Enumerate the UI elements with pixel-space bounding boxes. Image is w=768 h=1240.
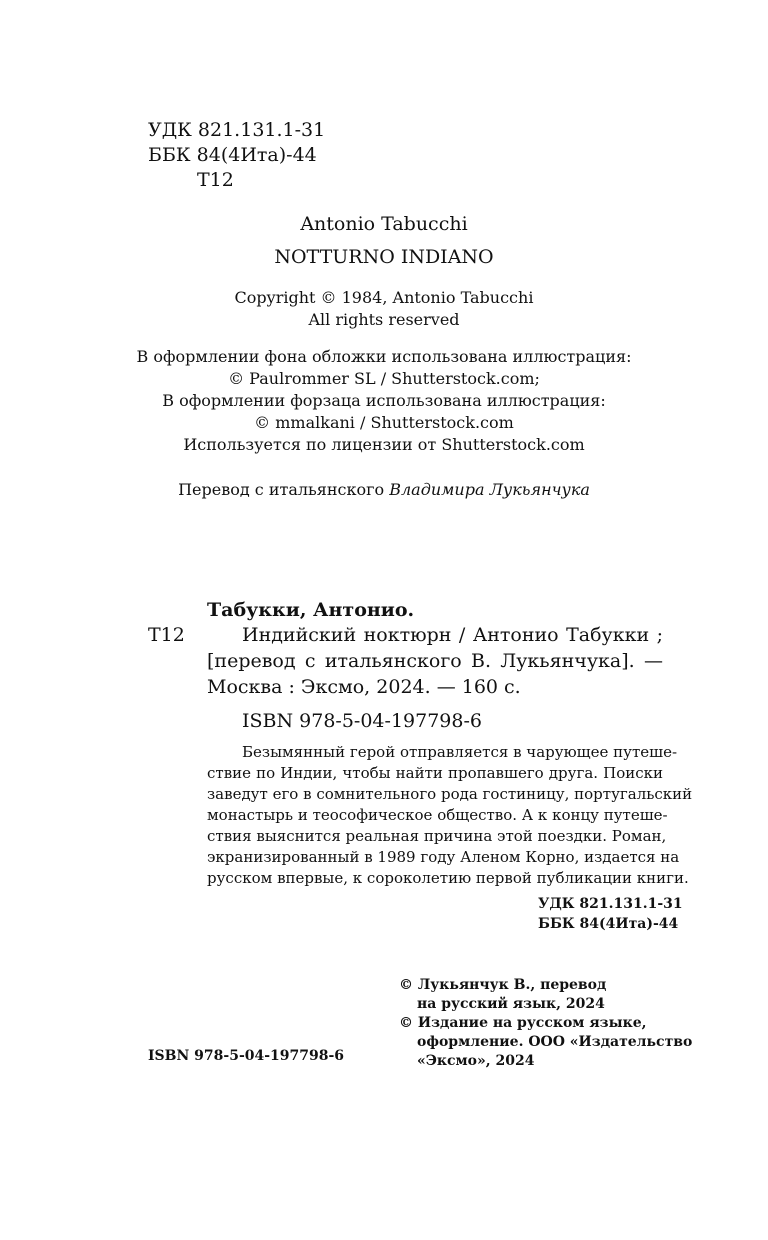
original-rights: All rights reserved	[308, 310, 460, 329]
catalog-code: Т12	[148, 624, 185, 646]
annotation-line: монастырь и теософическое общество. А к концу путеше-	[207, 806, 668, 824]
footer-copyright-line: на русский язык, 2024	[417, 996, 605, 1012]
credit-line: © Paulrommer SL / Shutterstock.com;	[228, 369, 540, 388]
annotation-line: Безымянный герой отправляется в чарующее путеше-	[242, 743, 678, 761]
header-author-code: Т12	[197, 169, 234, 191]
translation-prefix: Перевод с итальянского	[178, 480, 390, 499]
credit-line: Используется по лицензии от Shutterstock.com	[183, 435, 585, 454]
footer-copyright-line: © Издание на русском языке,	[399, 1015, 647, 1031]
header-bbk: ББК 84(4Ита)-44	[148, 144, 317, 166]
classification-udk: УДК 821.131.1-31	[538, 896, 683, 912]
credit-line: В оформлении форзаца использована иллюстрация:	[162, 391, 606, 410]
catalog-title-line: [перевод с итальянского В. Лукьянчука]. —	[207, 650, 663, 672]
header-udk: УДК 821.131.1-31	[148, 119, 326, 141]
annotation-line: экранизированный в 1989 году Аленом Корно, издается на	[207, 848, 680, 866]
catalog-author-heading: Табукки, Антонио.	[207, 599, 415, 621]
annotation-line: ствие по Индии, чтобы найти пропавшего друга. Поиски	[207, 764, 663, 782]
translation-credit	[0, 479, 768, 501]
footer-copyright-line: оформление. ООО «Издательство	[417, 1034, 693, 1050]
credit-line: В оформлении фона обложки использована иллюстрация:	[136, 347, 632, 366]
original-author: Antonio Tabucchi	[300, 213, 468, 235]
classification-bbk: ББК 84(4Ита)-44	[538, 916, 679, 932]
footer-copyright-line: «Эксмо», 2024	[417, 1053, 535, 1069]
catalog-isbn: ISBN 978-5-04-197798-6	[242, 710, 482, 732]
annotation-line: ствия выяснится реальная причина этой поездки. Роман,	[207, 827, 667, 845]
footer-isbn: ISBN 978-5-04-197798-6	[148, 1048, 345, 1064]
catalog-title-line: Москва : Эксмо, 2024. — 160 с.	[207, 676, 521, 698]
original-title: NOTTURNO INDIANO	[274, 246, 494, 268]
annotation-line: заведут его в сомнительного рода гостиницу, португальский	[207, 785, 693, 803]
translator-name: Владимира Лукьянчука	[389, 480, 590, 499]
annotation-line: русском впервые, к сороколетию первой публикации книги.	[207, 869, 689, 887]
credit-line: © mmalkani / Shutterstock.com	[254, 413, 514, 432]
original-copyright: Copyright © 1984, Antonio Tabucchi	[234, 288, 534, 307]
footer-copyright-line: © Лукьянчук В., перевод	[399, 977, 607, 993]
catalog-title-line: Индийский ноктюрн / Антонио Табукки ;	[242, 624, 663, 646]
